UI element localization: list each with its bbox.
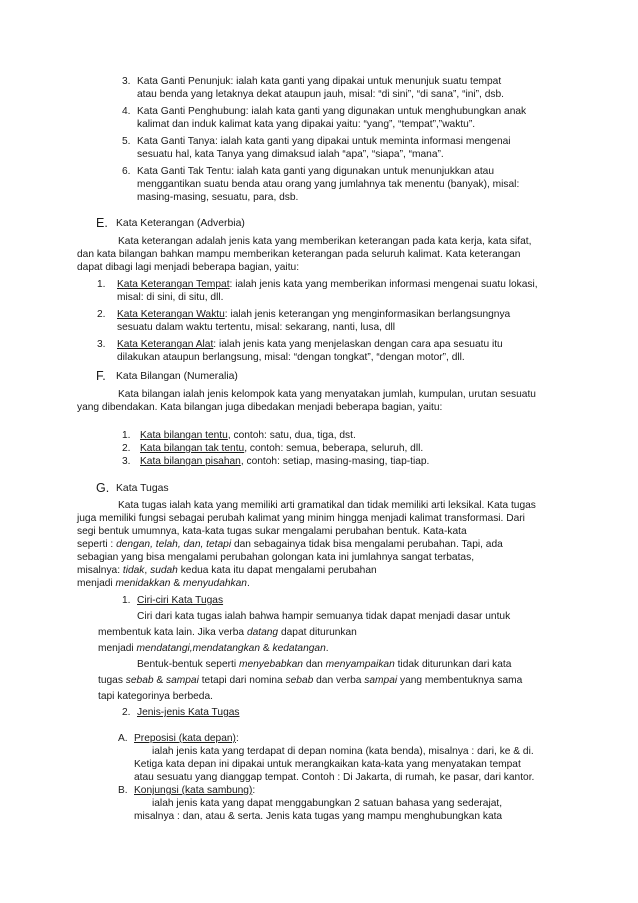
section-e-item-3-term: Kata Keterangan Alat bbox=[117, 339, 214, 350]
section-e-item-3-rest: : ialah jenis kata yang menjelaskan dengan cara apa sesuatu itu bbox=[213, 339, 503, 350]
ciri-l5-i: yang membentuknya sama bbox=[399, 675, 523, 686]
word-sebab-1: sebab bbox=[125, 675, 154, 686]
jenis-a-colon: : bbox=[235, 733, 239, 744]
section-e-item-1-rest: : ialah jenis kata yang memberikan informasi mengenai suatu lokasi, bbox=[229, 279, 538, 290]
section-g-para-line-2: juga memiliki fungsi sebagai perubah kalimat yang minim hingga menjadi kalimat transformasi. Dari bbox=[77, 513, 525, 524]
section-f-item-3-term: Kata bilangan pisahan bbox=[140, 456, 241, 467]
section-e-item-3-number: 3. bbox=[97, 339, 106, 350]
section-e-item-2-term: Kata Keterangan Waktu bbox=[117, 309, 225, 320]
jenis-b-line-1: ialah jenis kata yang dapat menggabungkan 2 satuan bahasa yang sederajat, bbox=[152, 798, 503, 809]
word-menyudahkan: menyudahkan bbox=[182, 578, 247, 589]
ciri-title: Ciri-ciri Kata Tugas bbox=[137, 595, 224, 606]
para-6-tail: kedua kata itu dapat mengalami perubahan bbox=[180, 565, 377, 576]
pronoun-item-5-line-2: sesuatu hal, kata Tanya yang dimaksud ialah “apa”, “siapa”, “mana”. bbox=[137, 149, 444, 160]
ciri-l5-a: tugas bbox=[98, 675, 123, 686]
ciri-l4-tail: tidak diturunkan dari kata bbox=[397, 659, 512, 670]
jenis-number: 2. bbox=[122, 707, 131, 718]
pronoun-item-3-line-1: Kata Ganti Penunjuk: ialah kata ganti yang dipakai untuk menunjuk suatu tempat bbox=[137, 76, 502, 87]
section-e-item-1-line-2: misal: di sini, di situ, dll. bbox=[117, 292, 224, 303]
ciri-line-1: Ciri dari kata tugas ialah bahwa hampir semuanya tidak dapat menjadi dasar untuk bbox=[137, 611, 511, 622]
word-sampai-1: sampai bbox=[166, 675, 199, 686]
word-menidakkan: menidakkan bbox=[115, 578, 171, 589]
section-f-item-2-number: 2. bbox=[122, 443, 131, 454]
menjadi-text: menjadi bbox=[77, 578, 113, 589]
section-e-para-line-3: dapat dibagi lagi menjadi beberapa bagian, yaitu: bbox=[77, 262, 300, 273]
section-e-title: Kata Keterangan (Adverbia) bbox=[116, 218, 245, 229]
ciri-line-5 bbox=[98, 676, 522, 686]
ciri-l3-period: . bbox=[325, 643, 329, 654]
pronoun-item-4-line-2: kalimat dan induk kalimat kata yang dipakai yaitu: “yang”, “tempat”,”waktu”. bbox=[137, 119, 476, 130]
pronoun-item-3-number: 3. bbox=[122, 76, 131, 87]
section-e-item-2-rest: : ialah jenis keterangan yng menginformasikan berlangsungnya bbox=[224, 309, 511, 320]
section-e-letter: E. bbox=[96, 216, 108, 230]
ciri-l5-e: tetapi dari nomina bbox=[201, 675, 283, 686]
section-f-item-3-number: 3. bbox=[122, 456, 131, 467]
section-g-title: Kata Tugas bbox=[116, 483, 169, 494]
section-g-para-line-5: sebagian yang bisa mengalami perubahan golongan kata ini jumlahnya sangat terbatas, bbox=[77, 552, 475, 563]
misalnya-text: misalnya: bbox=[77, 565, 121, 576]
section-f-item-1 bbox=[140, 431, 356, 441]
word-mendatangi: mendatangi,mendatangkan bbox=[136, 643, 261, 654]
section-g-para-line-1: Kata tugas ialah kata yang memiliki arti gramatikal dan tidak memiliki arti leksikal. Kata tugas bbox=[118, 500, 536, 511]
para-4-tail: dan sebagainya tidak bisa mengalami perubahan. Tapi, ada bbox=[233, 539, 503, 550]
ciri-l3-a: menjadi bbox=[98, 643, 134, 654]
section-e-item-3 bbox=[117, 340, 503, 350]
section-g-para-line-3: segi bentuk umumnya, kata-kata tugas sukar mengalami perubahan bentuk. Kata-kata bbox=[77, 526, 467, 537]
word-sampai-2: sampai bbox=[364, 675, 398, 686]
word-sudah: sudah bbox=[150, 565, 178, 576]
seperti-text: seperti : bbox=[77, 539, 114, 550]
section-f-item-1-number: 1. bbox=[122, 430, 131, 441]
section-e-para-line-1: Kata keterangan adalah jenis kata yang memberikan keterangan pada kata kerja, kata sifat, bbox=[118, 236, 532, 247]
pronoun-item-4-line-1: Kata Ganti Penghubung: ialah kata ganti yang digunakan untuk menghubungkan anak bbox=[137, 106, 527, 117]
jenis-b-line-2: misalnya : dan, atau & serta. Jenis kata tugas yang mampu menghubungkan kata bbox=[134, 811, 503, 822]
jenis-a-line-2: Ketiga kata depan ini dipakai untuk merangkaikan kata-kata yang menyatakan tempat bbox=[134, 759, 521, 770]
section-g-para-line-4 bbox=[77, 540, 503, 550]
ciri-l4-dan: dan bbox=[305, 659, 323, 670]
section-e-item-3-line-2: dilakukan ataupun berlangsung, misal: “dengan tongkat”, “dengan motor”, dll. bbox=[117, 352, 465, 363]
pronoun-item-6-line-1: Kata Ganti Tak Tentu: ialah kata ganti yang digunakan untuk menunjukkan atau bbox=[137, 166, 495, 177]
section-g-para-line-7 bbox=[77, 579, 250, 589]
word-datang: datang bbox=[246, 627, 279, 638]
section-f-title: Kata Bilangan (Numeralia) bbox=[116, 371, 238, 382]
jenis-b-colon: : bbox=[252, 785, 256, 796]
section-f-item-3 bbox=[140, 457, 429, 467]
period: . bbox=[246, 578, 250, 589]
jenis-a-letter: A. bbox=[118, 733, 128, 744]
pronoun-item-6-line-2: menggantikan suatu benda atau orang yang jumlahnya tak menentu (banyak), misal: bbox=[137, 179, 520, 190]
ciri-l5-g: dan verba bbox=[316, 675, 362, 686]
ciri-line-4 bbox=[137, 660, 511, 670]
jenis-b-letter: B. bbox=[118, 785, 128, 796]
word-sebab-2: sebab bbox=[285, 675, 314, 686]
jenis-a-title: Preposisi (kata depan) bbox=[134, 733, 236, 744]
section-f-item-1-rest: , contoh: satu, dua, tiga, dst. bbox=[227, 430, 356, 441]
section-e-item-1-number: 1. bbox=[97, 279, 106, 290]
ciri-number: 1. bbox=[122, 595, 131, 606]
section-f-para-line-2: yang dibendakan. Kata bilangan juga dibedakan menjadi beberapa bagian, yaitu: bbox=[77, 402, 443, 413]
ampersand: & bbox=[173, 578, 181, 589]
section-e-item-2 bbox=[117, 310, 510, 320]
jenis-a-line-3: atau sesuatu yang dianggap tempat. Contoh : Di Jakarta, di rumah, ke pasar, dari kantor. bbox=[134, 772, 535, 783]
example-words: dengan, telah, dan, tetapi bbox=[116, 539, 232, 550]
pronoun-item-5-number: 5. bbox=[122, 136, 131, 147]
pronoun-item-6-line-3: masing-masing, sesuatu, para, dsb. bbox=[137, 192, 299, 203]
section-f-item-2-rest: , contoh: semua, beberapa, seluruh, dll. bbox=[244, 443, 424, 454]
jenis-b-heading bbox=[134, 786, 255, 796]
jenis-b-title: Konjungsi (kata sambung) bbox=[134, 785, 253, 796]
ciri-line-3 bbox=[98, 644, 329, 654]
section-f-item-1-term: Kata bilangan tentu bbox=[140, 430, 228, 441]
section-e-item-2-line-2: sesuatu dalam waktu tertentu, misal: sekarang, nanti, lusa, dll bbox=[117, 322, 396, 333]
jenis-a-line-1: ialah jenis kata yang terdapat di depan nomina (kata benda), misalnya : dari, ke & di. bbox=[152, 746, 534, 757]
section-f-para-line-1: Kata bilangan ialah jenis kelompok kata yang menyatakan jumlah, kumpulan, urutan sesuatu bbox=[118, 389, 536, 400]
ciri-l4-a: Bentuk-bentuk seperti bbox=[137, 659, 237, 670]
section-f-item-2-term: Kata bilangan tak tentu bbox=[140, 443, 245, 454]
word-kedatangan: kedatangan bbox=[272, 643, 326, 654]
ciri-l2-c: dapat diturunkan bbox=[280, 627, 357, 638]
ciri-line-6: tapi kategorinya berbeda. bbox=[98, 691, 213, 702]
comma: , bbox=[144, 565, 148, 576]
ciri-l2-a: membentuk kata lain. Jika verba bbox=[98, 627, 245, 638]
word-tidak: tidak bbox=[122, 565, 145, 576]
section-e-para-line-2: dan kata bilangan bahkan mampu memberikan keterangan pada seluruh kalimat. Kata keterangan bbox=[77, 249, 521, 260]
word-menyebabkan: menyebabkan bbox=[238, 659, 303, 670]
ciri-line-2 bbox=[98, 628, 357, 638]
ciri-l5-amp: & bbox=[156, 675, 164, 686]
section-f-item-2 bbox=[140, 444, 423, 454]
pronoun-item-6-number: 6. bbox=[122, 166, 131, 177]
ciri-l3-amp: & bbox=[262, 643, 270, 654]
word-menyampaikan: menyampaikan bbox=[325, 659, 395, 670]
jenis-title: Jenis-jenis Kata Tugas bbox=[137, 707, 240, 718]
jenis-a-heading bbox=[134, 734, 239, 744]
section-e-item-1-term: Kata Keterangan Tempat bbox=[117, 279, 230, 290]
section-f-item-3-rest: , contoh: setiap, masing-masing, tiap-tiap. bbox=[240, 456, 430, 467]
section-g-letter: G. bbox=[96, 481, 110, 495]
pronoun-item-4-number: 4. bbox=[122, 106, 131, 117]
section-g-para-line-6 bbox=[77, 566, 377, 576]
section-e-item-2-number: 2. bbox=[97, 309, 106, 320]
pronoun-item-3-line-2: atau benda yang letaknya dekat ataupun jauh, misal: “di sini”, “di sana”, “ini”, dsb. bbox=[137, 89, 504, 100]
section-e-item-1 bbox=[117, 280, 538, 290]
section-f-letter: F. bbox=[96, 369, 106, 383]
pronoun-item-5-line-1: Kata Ganti Tanya: ialah kata ganti yang dipakai untuk meminta informasi mengenai bbox=[137, 136, 511, 147]
